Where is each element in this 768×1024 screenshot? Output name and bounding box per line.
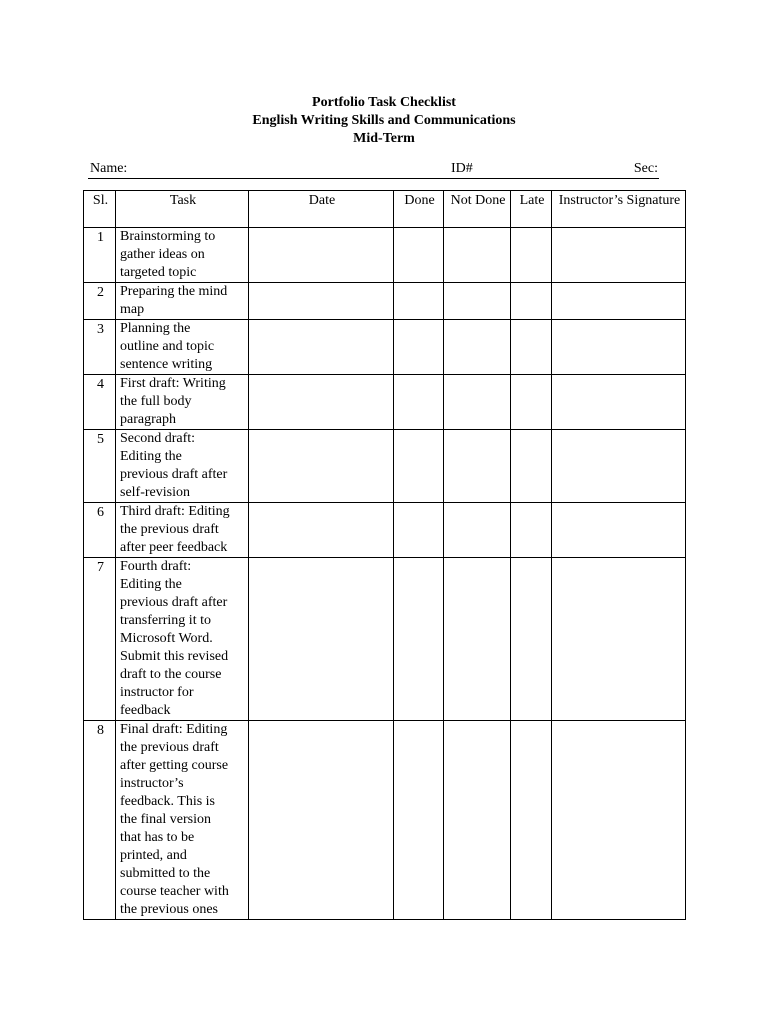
task-cell: Fourth draft: Editing the previous draft after transferring it to Microsoft Word. Submit this revised draft to the course instructor for feedback — [116, 558, 249, 721]
sl-cell: 1 — [84, 228, 116, 283]
task-cell: Final draft: Editing the previous draft after getting course instructor’s feedback. This is the final version that has to be printed, and submitted to the course teacher with the previous ones — [116, 721, 249, 920]
date-cell — [249, 558, 394, 721]
table-row — [84, 558, 686, 721]
date-cell — [249, 375, 394, 430]
signature-cell — [552, 558, 686, 721]
sl-cell: 8 — [84, 721, 116, 920]
not-done-cell — [444, 721, 511, 920]
id-label: ID# — [451, 161, 473, 176]
task-cell: Planning the outline and topic sentence writing — [116, 320, 249, 375]
date-cell — [249, 503, 394, 558]
not-done-cell — [444, 283, 511, 320]
header-task: Task — [116, 191, 249, 228]
table-row — [84, 320, 686, 375]
name-label: Name: — [90, 161, 128, 176]
course-title: English Writing Skills and Communications — [252, 113, 516, 128]
table-row — [84, 503, 686, 558]
date-cell — [249, 283, 394, 320]
date-cell — [249, 320, 394, 375]
not-done-cell — [444, 558, 511, 721]
table-row — [84, 721, 686, 920]
done-cell — [394, 430, 444, 503]
sl-cell: 5 — [84, 430, 116, 503]
done-cell — [394, 283, 444, 320]
sl-cell: 2 — [84, 283, 116, 320]
document-title: Portfolio Task Checklist — [312, 95, 456, 110]
header-late: Late — [511, 191, 552, 228]
late-cell — [511, 503, 552, 558]
header-date: Date — [249, 191, 394, 228]
date-cell — [249, 721, 394, 920]
late-cell — [511, 430, 552, 503]
table-row — [84, 375, 686, 430]
table-header-row — [84, 191, 686, 228]
header-done: Done — [394, 191, 444, 228]
sl-cell: 6 — [84, 503, 116, 558]
late-cell — [511, 320, 552, 375]
task-cell: First draft: Writing the full body paragraph — [116, 375, 249, 430]
signature-cell — [552, 721, 686, 920]
date-cell — [249, 228, 394, 283]
sl-cell: 7 — [84, 558, 116, 721]
task-cell: Brainstorming to gather ideas on targeted topic — [116, 228, 249, 283]
sl-cell: 3 — [84, 320, 116, 375]
late-cell — [511, 375, 552, 430]
late-cell — [511, 721, 552, 920]
task-checklist-table — [83, 190, 686, 920]
task-cell: Second draft: Editing the previous draft after self-revision — [116, 430, 249, 503]
not-done-cell — [444, 320, 511, 375]
student-info-line — [88, 160, 659, 179]
table-row — [84, 283, 686, 320]
task-cell: Preparing the mind map — [116, 283, 249, 320]
not-done-cell — [444, 375, 511, 430]
signature-cell — [552, 375, 686, 430]
date-cell — [249, 430, 394, 503]
done-cell — [394, 320, 444, 375]
table-row — [84, 228, 686, 283]
done-cell — [394, 558, 444, 721]
late-cell — [511, 228, 552, 283]
header-instructor-signature: Instructor’s Signature — [552, 191, 686, 228]
done-cell — [394, 375, 444, 430]
table-row — [84, 430, 686, 503]
not-done-cell — [444, 430, 511, 503]
header-not-done: Not Done — [444, 191, 511, 228]
task-cell: Third draft: Editing the previous draft after peer feedback — [116, 503, 249, 558]
late-cell — [511, 283, 552, 320]
signature-cell — [552, 320, 686, 375]
sl-cell: 4 — [84, 375, 116, 430]
term-label: Mid-Term — [353, 131, 415, 146]
signature-cell — [552, 228, 686, 283]
signature-cell — [552, 503, 686, 558]
done-cell — [394, 228, 444, 283]
document-header — [0, 94, 768, 148]
done-cell — [394, 721, 444, 920]
not-done-cell — [444, 503, 511, 558]
not-done-cell — [444, 228, 511, 283]
header-sl: Sl. — [84, 191, 116, 228]
signature-cell — [552, 430, 686, 503]
signature-cell — [552, 283, 686, 320]
section-label: Sec: — [633, 161, 658, 176]
done-cell — [394, 503, 444, 558]
late-cell — [511, 558, 552, 721]
